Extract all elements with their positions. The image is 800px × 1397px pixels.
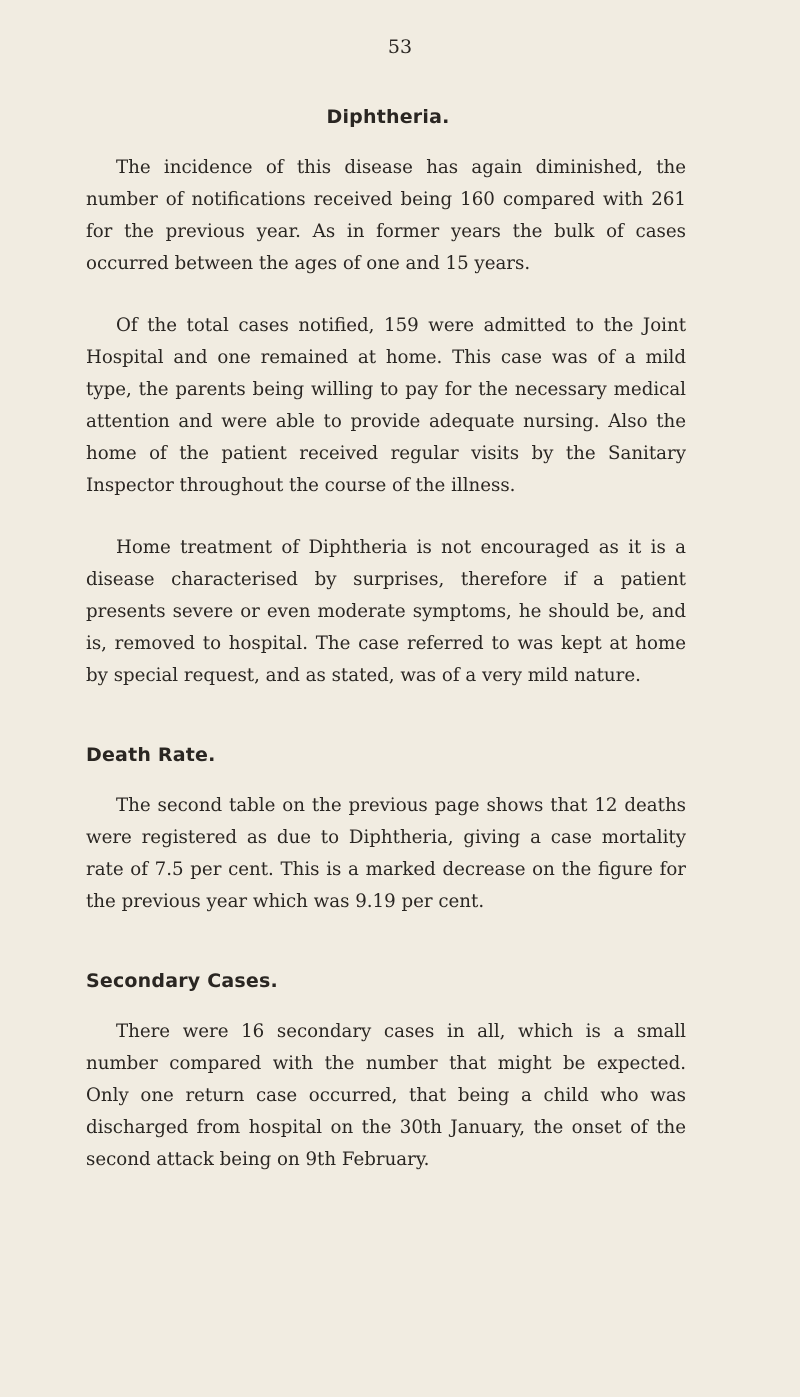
death-rate-heading: Death Rate.: [86, 744, 216, 766]
diphtheria-paragraph-3: Home treatment of Diphtheria is not encouraged as it is a disease characterised by surprises, therefore if a patient presents severe or even moderate symptoms, he should be, and is, removed to hospital. The case referred to was kept at home by special request, and as stated, was of a very mild nature.: [86, 537, 686, 686]
document-page: [86, 36, 686, 1176]
diphtheria-paragraph-1: The incidence of this disease has again diminished, the number of notifications received being 160 compared with 261 for the previous year. As in former years the bulk of cases occurred between the ages of one and 15 years.: [86, 157, 686, 274]
death-rate-paragraph: The second table on the previous page shows that 12 deaths were registered as due to Diphtheria, giving a case mortality rate of 7.5 per cent. This is a marked decrease on the figure for the previous year which was 9.19 per cent.: [86, 795, 686, 912]
secondary-cases-paragraph: There were 16 secondary cases in all, which is a small number compared with the number that might be expected. Only one return case occurred, that being a child who was discharged from hospital on the 30th January, the onset of the second attack being on 9th February.: [86, 1021, 686, 1170]
diphtheria-heading: Diphtheria.: [326, 106, 450, 128]
page-number: 53: [387, 36, 413, 58]
secondary-cases-heading: Secondary Cases.: [86, 970, 278, 992]
diphtheria-paragraph-2: Of the total cases notified, 159 were admitted to the Joint Hospital and one remained at home. This case was of a mild type, the parents being willing to pay for the necessary medical attention and were able to provide adequate nursing. Also the home of the patient received regular visits by the Sanitary Inspector throughout the course of the illness.: [86, 315, 686, 496]
